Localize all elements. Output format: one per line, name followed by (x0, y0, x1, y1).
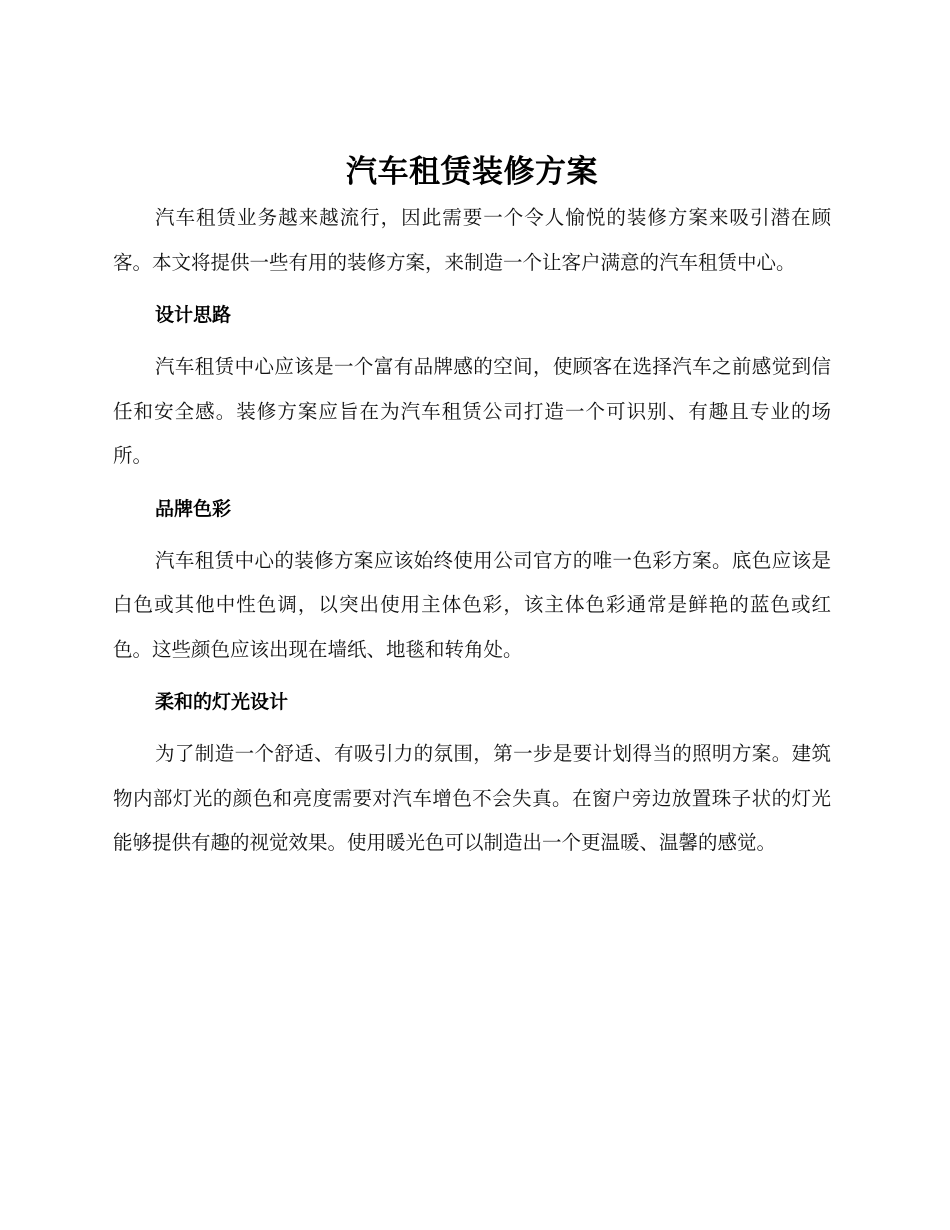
section-body-lighting: 为了制造一个舒适、有吸引力的氛围，第一步是要计划得当的照明方案。建筑物内部灯光的颜色和亮度需要对汽车增色不会失真。在窗户旁边放置珠子状的灯光能够提供有趣的视觉效果。使用暖光色可以制造出一个更温暖、温馨的感觉。 (113, 742, 831, 854)
document-title: 汽车租赁装修方案 (346, 154, 598, 190)
section-heading-lighting: 柔和的灯光设计 (155, 691, 289, 713)
document-page (113, 148, 831, 866)
section-heading-brand-colors: 品牌色彩 (155, 497, 232, 520)
section-body-design-idea: 汽车租赁中心应该是一个富有品牌感的空间，使顾客在选择汽车之前感觉到信任和安全感。装修方案应旨在为汽车租赁公司打造一个可识别、有趣且专业的场所。 (113, 355, 831, 467)
intro-paragraph: 汽车租赁业务越来越流行，因此需要一个令人愉悦的装修方案来吸引潜在顾客。本文将提供一些有用的装修方案，来制造一个让客户满意的汽车租赁中心。 (113, 206, 831, 274)
section-body-brand-colors: 汽车租赁中心的装修方案应该始终使用公司官方的唯一色彩方案。底色应该是白色或其他中性色调，以突出使用主体色彩，该主体色彩通常是鲜艳的蓝色或红色。这些颜色应该出现在墙纸、地毯和转角处。 (113, 548, 831, 661)
section-heading-design-idea: 设计思路 (155, 304, 232, 326)
